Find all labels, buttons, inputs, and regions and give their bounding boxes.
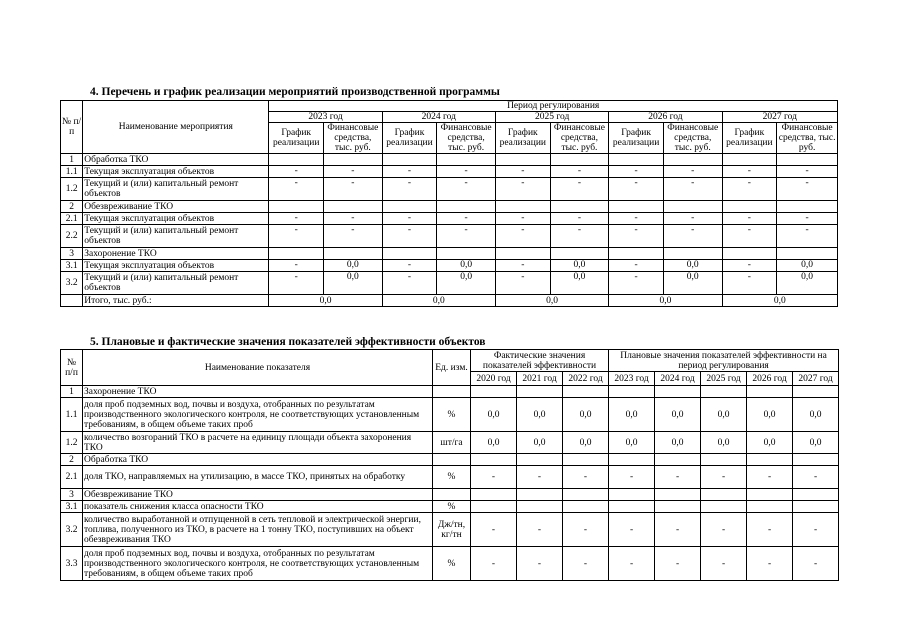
table-row xyxy=(61,213,838,225)
table-cell xyxy=(471,454,517,466)
table-cell: - xyxy=(793,466,839,489)
total-value: 0,0 xyxy=(382,295,495,307)
table-cell: 0,0 xyxy=(609,398,655,432)
table-cell: - xyxy=(663,225,722,248)
total-value: 0,0 xyxy=(722,295,837,307)
row-number: 1.1 xyxy=(61,166,83,178)
table-cell: - xyxy=(609,260,664,272)
row-unit: % xyxy=(433,398,471,432)
total-value: 0,0 xyxy=(495,295,608,307)
table-cell: - xyxy=(269,272,324,295)
table-cell: - xyxy=(269,178,324,201)
row-number: 1.2 xyxy=(61,178,83,201)
table-cell: - xyxy=(324,225,383,248)
table-cell: 0,0 xyxy=(437,272,496,295)
row-number: 3.1 xyxy=(61,501,83,513)
table-row xyxy=(61,489,839,501)
table-cell xyxy=(495,201,550,213)
row-unit xyxy=(433,386,471,398)
table-cell: - xyxy=(495,260,550,272)
table-row xyxy=(61,248,838,260)
row-number: 3.2 xyxy=(61,513,83,547)
table-cell xyxy=(324,154,383,166)
table-cell: - xyxy=(609,272,664,295)
row-name: Текущий и (или) капитальный ремонт объектов xyxy=(83,178,269,201)
table-cell xyxy=(747,386,793,398)
subheader-schedule: График реализации xyxy=(269,123,324,154)
table-cell xyxy=(269,248,324,260)
table-cell: 0,0 xyxy=(793,432,839,454)
row-number: 1.2 xyxy=(61,432,83,454)
table-cell xyxy=(701,386,747,398)
subheader-schedule: График реализации xyxy=(609,123,664,154)
table-cell: - xyxy=(655,547,701,581)
table-cell xyxy=(609,501,655,513)
table-cell: 0,0 xyxy=(747,432,793,454)
table-cell: 0,0 xyxy=(701,398,747,432)
table-cell: 0,0 xyxy=(747,398,793,432)
table-cell: - xyxy=(609,513,655,547)
table-cell: 0,0 xyxy=(655,398,701,432)
table-cell: - xyxy=(701,513,747,547)
table-cell xyxy=(747,489,793,501)
table-cell: - xyxy=(722,166,777,178)
table-cell: - xyxy=(747,547,793,581)
table-cell: - xyxy=(382,260,437,272)
table-cell: - xyxy=(437,178,496,201)
table-cell: 0,0 xyxy=(517,398,563,432)
row-number: 3.3 xyxy=(61,547,83,581)
table-cell: - xyxy=(437,213,496,225)
table-row xyxy=(61,454,839,466)
table-row xyxy=(61,547,839,581)
row-name: Обработка ТКО xyxy=(83,454,433,466)
total-row xyxy=(61,295,838,307)
table-cell: - xyxy=(609,213,664,225)
table-cell xyxy=(495,154,550,166)
row-unit: % xyxy=(433,501,471,513)
row-unit: % xyxy=(433,547,471,581)
table-cell xyxy=(655,454,701,466)
table-cell: - xyxy=(495,272,550,295)
table-cell: - xyxy=(563,466,609,489)
table-row xyxy=(61,260,838,272)
table-cell: - xyxy=(517,547,563,581)
table-cell: - xyxy=(437,225,496,248)
table-cell: - xyxy=(722,213,777,225)
table-row xyxy=(61,201,838,213)
table-row xyxy=(61,466,839,489)
table-cell xyxy=(701,501,747,513)
row-name: доля проб подземных вод, почвы и воздуха, отобранных по результатам производственного экологического контроля, не соответствующих установленным требованиям, в общем объеме таких проб xyxy=(83,398,433,432)
table-cell: 0,0 xyxy=(701,432,747,454)
year-header: 2025 год xyxy=(701,372,747,386)
table-cell: - xyxy=(722,272,777,295)
program-schedule-table xyxy=(60,100,838,307)
table-cell: - xyxy=(777,166,838,178)
subheader-finance: Финансовые средства, тыс. руб. xyxy=(777,123,838,154)
efficiency-indicators-table xyxy=(60,349,839,581)
table-cell: - xyxy=(701,547,747,581)
table-cell xyxy=(777,201,838,213)
col-header-num: № п/п xyxy=(61,350,83,386)
table-cell xyxy=(269,154,324,166)
table-cell xyxy=(722,201,777,213)
year-header: 2023 год xyxy=(269,112,382,123)
table-cell xyxy=(324,248,383,260)
table-cell xyxy=(655,501,701,513)
row-number: 1.1 xyxy=(61,398,83,432)
subheader-finance: Финансовые средства, тыс. руб. xyxy=(663,123,722,154)
table-cell: - xyxy=(722,225,777,248)
table-cell: - xyxy=(609,178,664,201)
table-cell: - xyxy=(324,178,383,201)
table-cell: - xyxy=(701,466,747,489)
table-cell: - xyxy=(495,225,550,248)
table-cell: 0,0 xyxy=(471,432,517,454)
row-name: Обработка ТКО xyxy=(83,154,269,166)
year-header: 2027 год xyxy=(722,112,837,123)
row-name: Текущая эксплуатация объектов xyxy=(83,260,269,272)
table-cell: - xyxy=(495,178,550,201)
year-header: 2020 год xyxy=(471,372,517,386)
table-cell xyxy=(747,454,793,466)
table-cell: 0,0 xyxy=(793,398,839,432)
table-cell: - xyxy=(663,213,722,225)
year-header: 2027 год xyxy=(793,372,839,386)
table-cell xyxy=(793,386,839,398)
table-row xyxy=(61,272,838,295)
table-cell xyxy=(609,454,655,466)
table-cell: - xyxy=(517,513,563,547)
table-cell: - xyxy=(324,213,383,225)
row-unit: шт/га xyxy=(433,432,471,454)
row-number: 3.2 xyxy=(61,272,83,295)
table-cell xyxy=(471,501,517,513)
col-header-fact: Фактические значения показателей эффективности xyxy=(471,350,609,372)
table-cell xyxy=(609,489,655,501)
table-cell: - xyxy=(495,213,550,225)
table-cell: - xyxy=(663,178,722,201)
table-cell xyxy=(793,454,839,466)
year-header: 2026 год xyxy=(609,112,722,123)
table-cell: - xyxy=(471,466,517,489)
table-cell: - xyxy=(517,466,563,489)
table-row xyxy=(61,398,839,432)
table-cell: 0,0 xyxy=(550,260,609,272)
table-row xyxy=(61,166,838,178)
table-cell: - xyxy=(495,166,550,178)
table-cell: - xyxy=(550,178,609,201)
subheader-schedule: График реализации xyxy=(382,123,437,154)
table-cell: - xyxy=(609,547,655,581)
total-label: Итого, тыс. руб.: xyxy=(83,295,269,307)
table-cell xyxy=(471,489,517,501)
table-cell: - xyxy=(550,166,609,178)
table-cell xyxy=(609,386,655,398)
table-cell xyxy=(609,201,664,213)
table-cell xyxy=(550,248,609,260)
table-cell: - xyxy=(269,260,324,272)
table-cell: - xyxy=(550,225,609,248)
table-cell xyxy=(777,248,838,260)
col-header-indicator: Наименование показателя xyxy=(83,350,433,386)
row-number: 2.2 xyxy=(61,225,83,248)
subheader-schedule: График реализации xyxy=(495,123,550,154)
table-cell: - xyxy=(609,225,664,248)
row-name: Текущая эксплуатация объектов xyxy=(83,166,269,178)
section-5-title: 5. Плановые и фактические значения показателей эффективности объектов xyxy=(90,336,486,348)
table-cell: 0,0 xyxy=(777,260,838,272)
table-cell xyxy=(517,489,563,501)
row-name: показатель снижения класса опасности ТКО xyxy=(83,501,433,513)
table-cell xyxy=(550,154,609,166)
table-cell: - xyxy=(747,513,793,547)
table-cell: - xyxy=(563,547,609,581)
table-cell: - xyxy=(382,178,437,201)
table-cell xyxy=(517,386,563,398)
subheader-schedule: График реализации xyxy=(722,123,777,154)
table-cell xyxy=(722,248,777,260)
year-header: 2026 год xyxy=(747,372,793,386)
table-cell xyxy=(563,454,609,466)
table-cell xyxy=(663,201,722,213)
col-header-name: Наименование мероприятия xyxy=(83,101,269,154)
table-cell xyxy=(437,201,496,213)
table-cell: - xyxy=(609,166,664,178)
table-cell: - xyxy=(777,213,838,225)
table-cell: 0,0 xyxy=(663,260,722,272)
row-number: 3 xyxy=(61,489,83,501)
col-header-period: Период регулирования xyxy=(269,101,838,112)
row-name: Захоронение ТКО xyxy=(83,386,433,398)
table-cell: - xyxy=(324,166,383,178)
table-cell: 0,0 xyxy=(655,432,701,454)
table-cell xyxy=(655,386,701,398)
year-header: 2025 год xyxy=(495,112,608,123)
table-cell: 0,0 xyxy=(324,260,383,272)
table-cell xyxy=(382,248,437,260)
row-number: 1 xyxy=(61,154,83,166)
row-name: количество возгораний ТКО в расчете на единицу площади объекта захоронения ТКО xyxy=(83,432,433,454)
table-cell xyxy=(382,201,437,213)
row-name: Захоронение ТКО xyxy=(83,248,269,260)
row-name: Текущий и (или) капитальный ремонт объектов xyxy=(83,272,269,295)
subheader-finance: Финансовые средства, тыс. руб. xyxy=(324,123,383,154)
year-header: 2021 год xyxy=(517,372,563,386)
table-cell: - xyxy=(747,466,793,489)
row-unit xyxy=(433,454,471,466)
table-cell xyxy=(563,386,609,398)
table-cell: - xyxy=(793,547,839,581)
table-cell: - xyxy=(563,513,609,547)
table-cell: 0,0 xyxy=(563,432,609,454)
year-header: 2024 год xyxy=(382,112,495,123)
table-row xyxy=(61,513,839,547)
table-cell: - xyxy=(655,513,701,547)
total-value: 0,0 xyxy=(609,295,722,307)
table-cell: 0,0 xyxy=(609,432,655,454)
table-row xyxy=(61,154,838,166)
row-name: доля проб подземных вод, почвы и воздуха, отобранных по результатам производственного экологического контроля, не соответствующих установленным требованиям, в общем объеме таких проб xyxy=(83,547,433,581)
row-name: Текущий и (или) капитальный ремонт объектов xyxy=(83,225,269,248)
row-number: 2 xyxy=(61,201,83,213)
row-number: 3 xyxy=(61,248,83,260)
table-cell: - xyxy=(609,466,655,489)
table-cell xyxy=(471,386,517,398)
table-cell: - xyxy=(793,513,839,547)
table-row xyxy=(61,386,839,398)
table-cell xyxy=(609,248,664,260)
table-cell xyxy=(701,454,747,466)
table-cell xyxy=(747,501,793,513)
table-cell xyxy=(437,154,496,166)
table-cell xyxy=(324,201,383,213)
table-cell xyxy=(609,154,664,166)
table-cell xyxy=(663,248,722,260)
table-cell xyxy=(793,489,839,501)
table-cell xyxy=(517,454,563,466)
table-cell: 0,0 xyxy=(517,432,563,454)
table-cell xyxy=(655,489,701,501)
table-cell: - xyxy=(471,513,517,547)
row-unit: Дж/тн, кг/тн xyxy=(433,513,471,547)
table-cell: - xyxy=(722,178,777,201)
table-cell: - xyxy=(663,166,722,178)
table-cell xyxy=(495,248,550,260)
table-row xyxy=(61,432,839,454)
year-header: 2022 год xyxy=(563,372,609,386)
year-header: 2023 год xyxy=(609,372,655,386)
table-cell: - xyxy=(382,272,437,295)
table-cell xyxy=(722,154,777,166)
row-unit xyxy=(433,489,471,501)
table-cell xyxy=(437,248,496,260)
year-header: 2024 год xyxy=(655,372,701,386)
table-cell: - xyxy=(722,260,777,272)
table-cell: - xyxy=(382,166,437,178)
table-cell: - xyxy=(382,213,437,225)
row-name: доля ТКО, направляемых на утилизацию, в массе ТКО, принятых на обработку xyxy=(83,466,433,489)
section-4-title: 4. Перечень и график реализации мероприятий производственной программы xyxy=(90,86,500,98)
table-cell xyxy=(663,154,722,166)
table-cell: 0,0 xyxy=(550,272,609,295)
table-row xyxy=(61,501,839,513)
row-name: Обезвреживание ТКО xyxy=(83,201,269,213)
row-name: Обезвреживание ТКО xyxy=(83,489,433,501)
table-cell: - xyxy=(550,213,609,225)
table-cell xyxy=(517,501,563,513)
table-cell: - xyxy=(471,547,517,581)
row-name: количество выработанной и отпущенной в сеть тепловой и электрической энергии, топлива, полученного из ТКО, в расчете на 1 тонну ТКО, поступивших на объект обезвреживания ТКО xyxy=(83,513,433,547)
table-cell: - xyxy=(777,225,838,248)
table-cell: 0,0 xyxy=(563,398,609,432)
table-cell: - xyxy=(655,466,701,489)
table-cell: - xyxy=(269,225,324,248)
table-cell xyxy=(793,501,839,513)
table-cell xyxy=(61,295,83,307)
table-cell xyxy=(701,489,747,501)
table-cell: 0,0 xyxy=(663,272,722,295)
table-cell xyxy=(382,154,437,166)
row-unit: % xyxy=(433,466,471,489)
table-cell: - xyxy=(382,225,437,248)
col-header-unit: Ед. изм. xyxy=(433,350,471,386)
table-cell: 0,0 xyxy=(324,272,383,295)
table-cell xyxy=(550,201,609,213)
row-number: 2 xyxy=(61,454,83,466)
total-value: 0,0 xyxy=(269,295,382,307)
table-row xyxy=(61,225,838,248)
table-cell: 0,0 xyxy=(777,272,838,295)
row-number: 2.1 xyxy=(61,466,83,489)
col-header-plan: Плановые значения показателей эффективности на период регулирования xyxy=(609,350,839,372)
table-cell xyxy=(777,154,838,166)
table-cell xyxy=(269,201,324,213)
table-cell: 0,0 xyxy=(437,260,496,272)
table-cell: - xyxy=(269,166,324,178)
table-cell: 0,0 xyxy=(471,398,517,432)
row-number: 3.1 xyxy=(61,260,83,272)
col-header-num: № п/п xyxy=(61,101,83,154)
table-cell: - xyxy=(777,178,838,201)
subheader-finance: Финансовые средства, тыс. руб. xyxy=(550,123,609,154)
row-number: 1 xyxy=(61,386,83,398)
subheader-finance: Финансовые средства, тыс. руб. xyxy=(437,123,496,154)
table-cell: - xyxy=(437,166,496,178)
table-cell xyxy=(563,489,609,501)
row-number: 2.1 xyxy=(61,213,83,225)
table-row xyxy=(61,178,838,201)
row-name: Текущая эксплуатация объектов xyxy=(83,213,269,225)
table-cell: - xyxy=(269,213,324,225)
table-cell xyxy=(563,501,609,513)
